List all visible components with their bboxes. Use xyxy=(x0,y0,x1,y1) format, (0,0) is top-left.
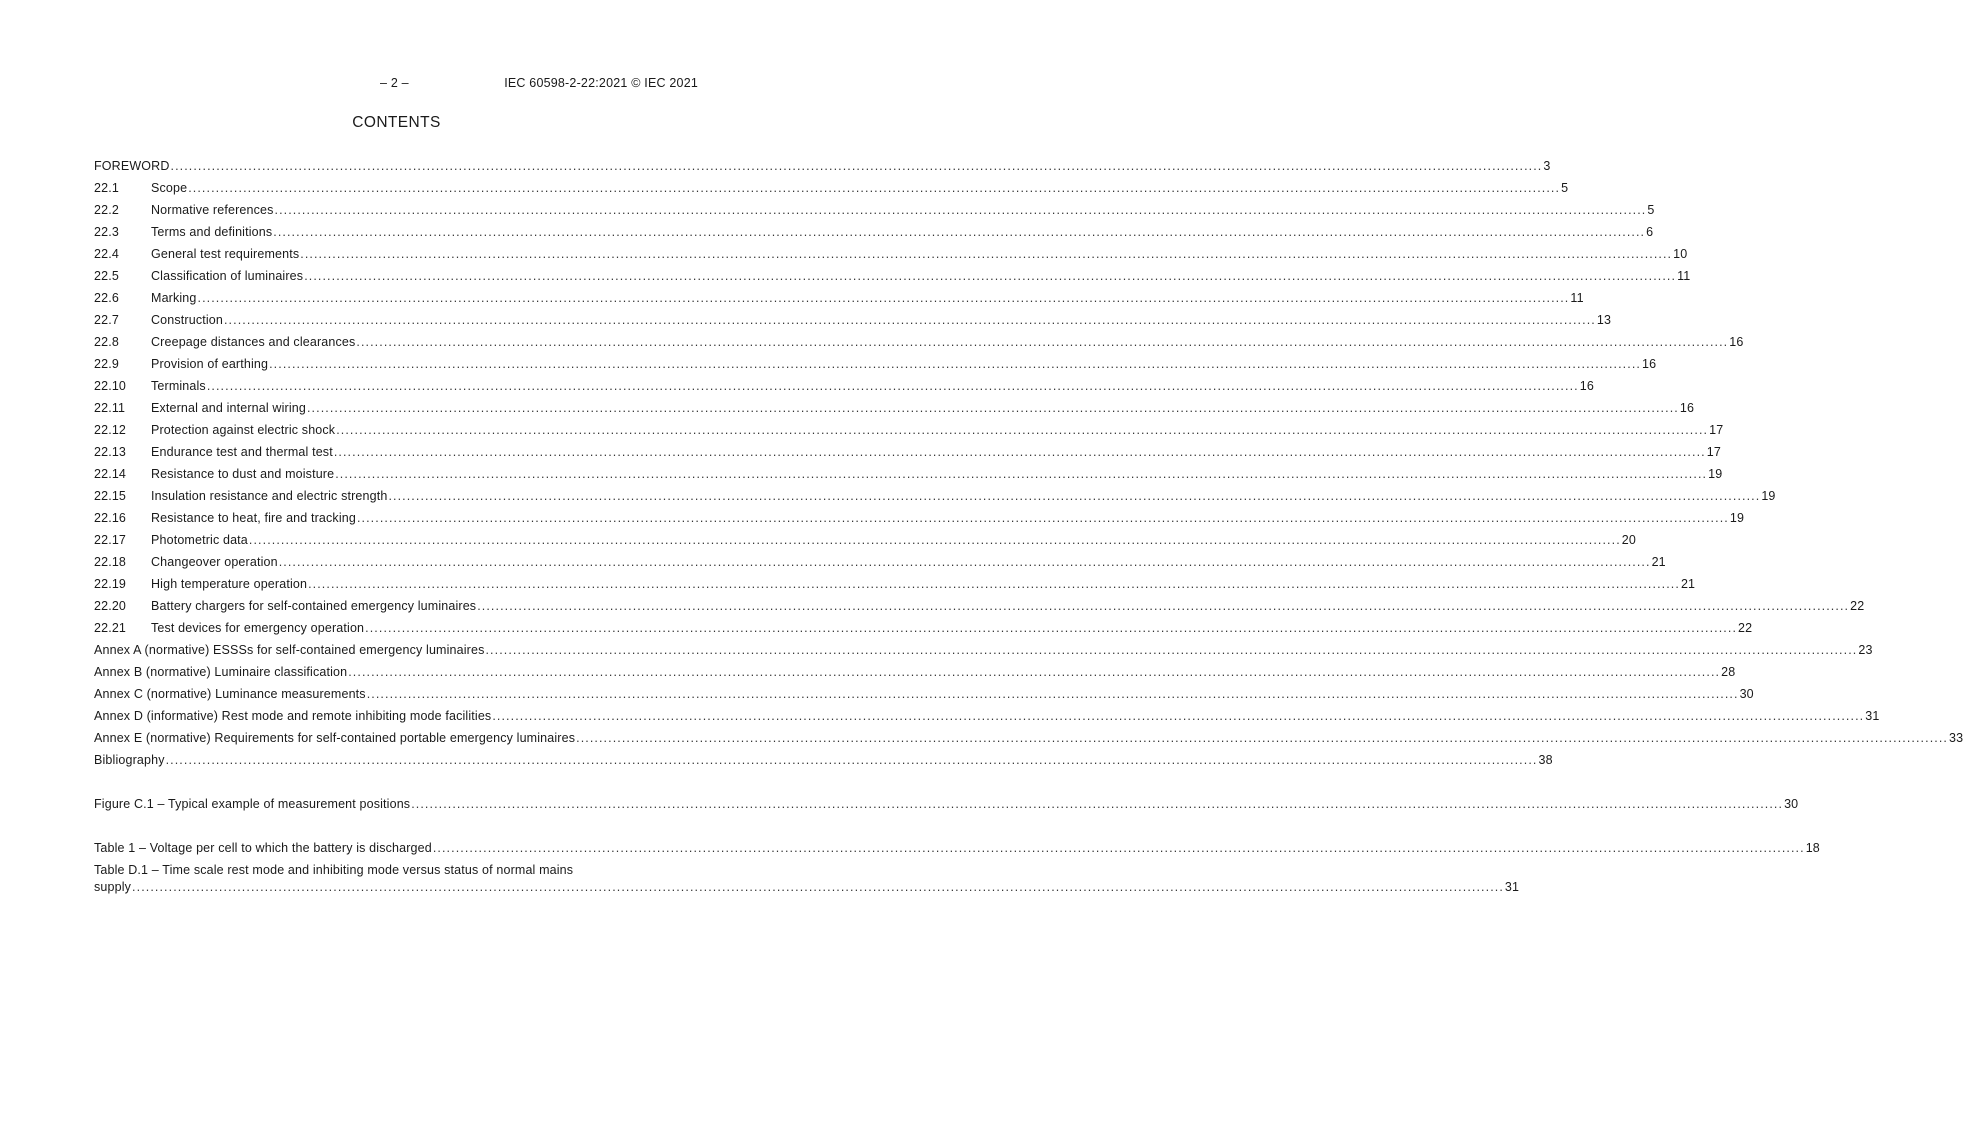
toc-entry-page: 20 xyxy=(1621,533,1636,547)
dot-leader: ............................................................................................................................................................................................................................................................................................................ xyxy=(165,753,1538,767)
toc-entry-table-d1[interactable] xyxy=(94,862,1520,900)
dot-leader: ............................................................................................................................................................................................................................................................................................................ xyxy=(365,621,1738,635)
toc-entry-clause[interactable] xyxy=(94,466,1723,488)
toc-entry-page: 16 xyxy=(1579,379,1594,393)
toc-entry-text: Endurance test and thermal test xyxy=(151,445,333,459)
toc-entry-number: 22.17 xyxy=(94,533,127,547)
toc-entry-clause[interactable] xyxy=(94,554,1666,576)
dot-leader: ............................................................................................................................................................................................................................................................................................................ xyxy=(576,731,1948,745)
toc-entry-page: 11 xyxy=(1677,269,1691,283)
toc-entry-text: Changeover operation xyxy=(151,555,278,569)
toc-entry-number: 22.9 xyxy=(94,357,119,371)
toc-entry-page: 38 xyxy=(1538,753,1553,767)
toc-entry-clause[interactable] xyxy=(94,532,1636,554)
toc-entry-text: Photometric data xyxy=(151,533,248,547)
dot-leader: ............................................................................................................................................................................................................................................................................................................ xyxy=(348,665,1721,679)
toc-entry-number: 22.16 xyxy=(94,511,127,525)
standard-reference: IEC 60598-2-22:2021 © IEC 2021 xyxy=(504,76,698,90)
toc-entry-number: 22.21 xyxy=(94,621,127,635)
toc-entry-text: Marking xyxy=(151,291,197,305)
toc-entry-figure[interactable] xyxy=(94,796,1799,818)
dot-leader: ............................................................................................................................................................................................................................................................................................................ xyxy=(197,291,1570,305)
toc-entry-text: Annex B (normative) Luminaire classification xyxy=(94,665,348,679)
dot-leader: ............................................................................................................................................................................................................................................................................................................ xyxy=(223,313,1596,327)
dot-leader: ............................................................................................................................................................................................................................................................................................................ xyxy=(485,643,1858,657)
toc-entry-text: High temperature operation xyxy=(151,577,308,591)
toc-entry-annex[interactable] xyxy=(94,664,1736,686)
toc-entry-number: 22.18 xyxy=(94,555,127,569)
toc-entry-clause[interactable] xyxy=(94,268,1691,290)
dot-leader: ............................................................................................................................................................................................................................................................................................................ xyxy=(170,159,1543,173)
toc-entry-clause[interactable] xyxy=(94,334,1744,356)
dot-leader: ............................................................................................................................................................................................................................................................................................................ xyxy=(411,797,1784,811)
toc-entry-text-continued: supply xyxy=(94,880,132,894)
toc-entry-clause[interactable] xyxy=(94,598,1865,620)
page-title: CONTENTS xyxy=(352,114,441,131)
toc-entry-page: 23 xyxy=(1858,643,1873,657)
dot-leader: ............................................................................................................................................................................................................................................................................................................ xyxy=(248,533,1621,547)
dot-leader: ............................................................................................................................................................................................................................................................................................................ xyxy=(333,445,1706,459)
toc-entry-page: 3 xyxy=(1543,159,1551,173)
toc-entry-text: Creepage distances and clearances xyxy=(151,335,356,349)
toc-entry-text: Battery chargers for self-contained emergency luminaires xyxy=(151,599,477,613)
toc-entry-page: 16 xyxy=(1679,401,1695,415)
dot-leader: ............................................................................................................................................................................................................................................................................................................ xyxy=(308,577,1680,591)
toc-entry-text: Table 1 – Voltage per cell to which the battery is discharged xyxy=(94,841,432,855)
toc-entry-page: 22 xyxy=(1850,599,1865,613)
toc-entry-text: Insulation resistance and electric strength xyxy=(151,489,388,503)
toc-entry-text: General test requirements xyxy=(151,247,300,261)
dot-leader: ............................................................................................................................................................................................................................................................................................................ xyxy=(306,401,1679,415)
toc-entry-text: Classification of luminaires xyxy=(151,269,304,283)
toc-entry-text: Terms and definitions xyxy=(151,225,273,239)
toc-entry-number: 22.2 xyxy=(94,203,119,217)
toc-entry-text: Resistance to dust and moisture xyxy=(151,467,335,481)
spacer xyxy=(94,774,698,796)
dot-leader: ............................................................................................................................................................................................................................................................................................................ xyxy=(388,489,1761,503)
page-number: – 2 – xyxy=(380,76,409,90)
toc-entry-clause[interactable] xyxy=(94,400,1695,422)
dot-leader: ............................................................................................................................................................................................................................................................................................................ xyxy=(273,225,1646,239)
toc-entry-page: 11 xyxy=(1570,291,1584,305)
toc-entry-page: 21 xyxy=(1651,555,1666,569)
toc-entry-text: Construction xyxy=(151,313,223,327)
toc-entry-annex[interactable] xyxy=(94,708,1880,730)
toc-entry-text: Annex D (informative) Rest mode and remote inhibiting mode facilities xyxy=(94,709,492,723)
toc-entry-annex[interactable] xyxy=(94,730,1963,752)
toc-entry-page: 5 xyxy=(1561,181,1569,195)
toc-entry-text: Terminals xyxy=(151,379,206,393)
toc-entry-annex[interactable] xyxy=(94,686,1754,708)
toc-entry-clause[interactable] xyxy=(94,356,1657,378)
toc-entry-text: Table D.1 – Time scale rest mode and inhibiting mode versus status of normal mains xyxy=(94,863,574,877)
toc-entry-clause[interactable] xyxy=(94,312,1612,334)
dot-leader: ............................................................................................................................................................................................................................................................................................................ xyxy=(300,247,1673,261)
dot-leader: ............................................................................................................................................................................................................................................................................................................ xyxy=(132,880,1504,894)
toc-entry-page: 13 xyxy=(1596,313,1612,327)
dot-leader: ............................................................................................................................................................................................................................................................................................................ xyxy=(492,709,1865,723)
toc-entry-number: 22.5 xyxy=(94,269,119,283)
toc-entry-text: Protection against electric shock xyxy=(151,423,336,437)
toc-entry-page: 19 xyxy=(1729,511,1745,525)
toc-entry-number: 22.15 xyxy=(94,489,127,503)
toc-entry-clause[interactable] xyxy=(94,510,1745,532)
toc-entry-text: Test devices for emergency operation xyxy=(151,621,365,635)
toc-entry-text: Annex A (normative) ESSSs for self-contained emergency luminaires xyxy=(94,643,485,657)
toc-entry-page: 31 xyxy=(1504,880,1520,894)
toc-entry-text: Figure C.1 – Typical example of measurement positions xyxy=(94,797,411,811)
toc-entry-number: 22.11 xyxy=(94,401,126,415)
dot-leader: ............................................................................................................................................................................................................................................................................................................ xyxy=(206,379,1579,393)
toc-entry-number: 22.1 xyxy=(94,181,119,195)
toc-entry-number: 22.4 xyxy=(94,247,119,261)
toc-entry-clause[interactable] xyxy=(94,576,1696,598)
toc-entry-page: 19 xyxy=(1761,489,1776,503)
toc-entry-clause[interactable] xyxy=(94,488,1776,510)
toc-entry-text: External and internal wiring xyxy=(151,401,306,415)
toc-entry-number: 22.10 xyxy=(94,379,127,393)
dot-leader: ............................................................................................................................................................................................................................................................................................................ xyxy=(335,467,1708,481)
dot-leader: ............................................................................................................................................................................................................................................................................................................ xyxy=(356,335,1729,349)
dot-leader: ............................................................................................................................................................................................................................................................................................................ xyxy=(274,203,1647,217)
toc-entry-clause[interactable] xyxy=(94,224,1654,246)
toc-entry-annex[interactable] xyxy=(94,642,1873,664)
table-of-contents xyxy=(94,158,1963,900)
toc-entry-page: 17 xyxy=(1709,423,1724,437)
toc-entry-text: Bibliography xyxy=(94,753,165,767)
toc-entry-page: 33 xyxy=(1949,731,1963,745)
toc-entry-number: 22.7 xyxy=(94,313,119,327)
toc-entry-number: 22.12 xyxy=(94,423,127,437)
toc-entry-clause[interactable] xyxy=(94,620,1753,642)
toc-entry-page: 5 xyxy=(1647,203,1655,217)
toc-entry-page: 31 xyxy=(1865,709,1880,723)
dot-leader: ............................................................................................................................................................................................................................................................................................................ xyxy=(188,181,1561,195)
toc-entry-clause[interactable] xyxy=(94,180,1569,202)
toc-entry-text: Normative references xyxy=(151,203,274,217)
toc-entry-number: 22.8 xyxy=(94,335,119,349)
toc-entry-page: 28 xyxy=(1721,665,1736,679)
toc-entry-bibliography[interactable] xyxy=(94,752,1553,774)
toc-entry-text: Provision of earthing xyxy=(151,357,269,371)
toc-entry-text: Annex E (normative) Requirements for self-contained portable emergency luminaires xyxy=(94,731,576,745)
toc-entry-page: 16 xyxy=(1729,335,1744,349)
toc-entry-page: 10 xyxy=(1673,247,1688,261)
toc-entry-clause[interactable] xyxy=(94,246,1688,268)
toc-entry-text: Resistance to heat, fire and tracking xyxy=(151,511,356,525)
spacer xyxy=(94,818,698,840)
toc-entry-page: 17 xyxy=(1706,445,1721,459)
toc-entry-foreword[interactable] xyxy=(94,158,1551,180)
toc-entry-page: 19 xyxy=(1708,467,1723,481)
toc-entry-number: 22.14 xyxy=(94,467,127,481)
toc-entry-text: Annex C (normative) Luminance measurements xyxy=(94,687,366,701)
dot-leader: ............................................................................................................................................................................................................................................................................................................ xyxy=(366,687,1739,701)
toc-entry-clause[interactable] xyxy=(94,444,1721,466)
toc-entry-table[interactable] xyxy=(94,840,1820,862)
toc-entry-clause[interactable] xyxy=(94,290,1584,312)
dot-leader: ............................................................................................................................................................................................................................................................................................................ xyxy=(356,511,1729,525)
dot-leader: ............................................................................................................................................................................................................................................................................................................ xyxy=(304,269,1677,283)
toc-entry-page: 30 xyxy=(1784,797,1799,811)
toc-entry-number: 22.13 xyxy=(94,445,127,459)
toc-entry-page: 21 xyxy=(1680,577,1696,591)
toc-entry-page: 16 xyxy=(1641,357,1657,371)
dot-leader: ............................................................................................................................................................................................................................................................................................................ xyxy=(269,357,1641,371)
toc-entry-number: 22.3 xyxy=(94,225,119,239)
dot-leader: ............................................................................................................................................................................................................................................................................................................ xyxy=(432,841,1805,855)
toc-entry-text: Scope xyxy=(151,181,188,195)
toc-entry-number: 22.20 xyxy=(94,599,127,613)
toc-entry-page: 22 xyxy=(1738,621,1753,635)
toc-entry-page: 18 xyxy=(1805,841,1820,855)
dot-leader: ............................................................................................................................................................................................................................................................................................................ xyxy=(477,599,1850,613)
toc-entry-number: 22.6 xyxy=(94,291,119,305)
page-header xyxy=(94,76,698,92)
toc-entry-page: 6 xyxy=(1646,225,1654,239)
toc-entry-clause[interactable] xyxy=(94,202,1655,224)
toc-entry-clause[interactable] xyxy=(94,378,1594,400)
toc-entry-text: FOREWORD xyxy=(94,159,170,173)
toc-entry-page: 30 xyxy=(1739,687,1754,701)
toc-entry-clause[interactable] xyxy=(94,422,1724,444)
dot-leader: ............................................................................................................................................................................................................................................................................................................ xyxy=(278,555,1651,569)
toc-entry-number: 22.19 xyxy=(94,577,127,591)
dot-leader: ............................................................................................................................................................................................................................................................................................................ xyxy=(336,423,1709,437)
